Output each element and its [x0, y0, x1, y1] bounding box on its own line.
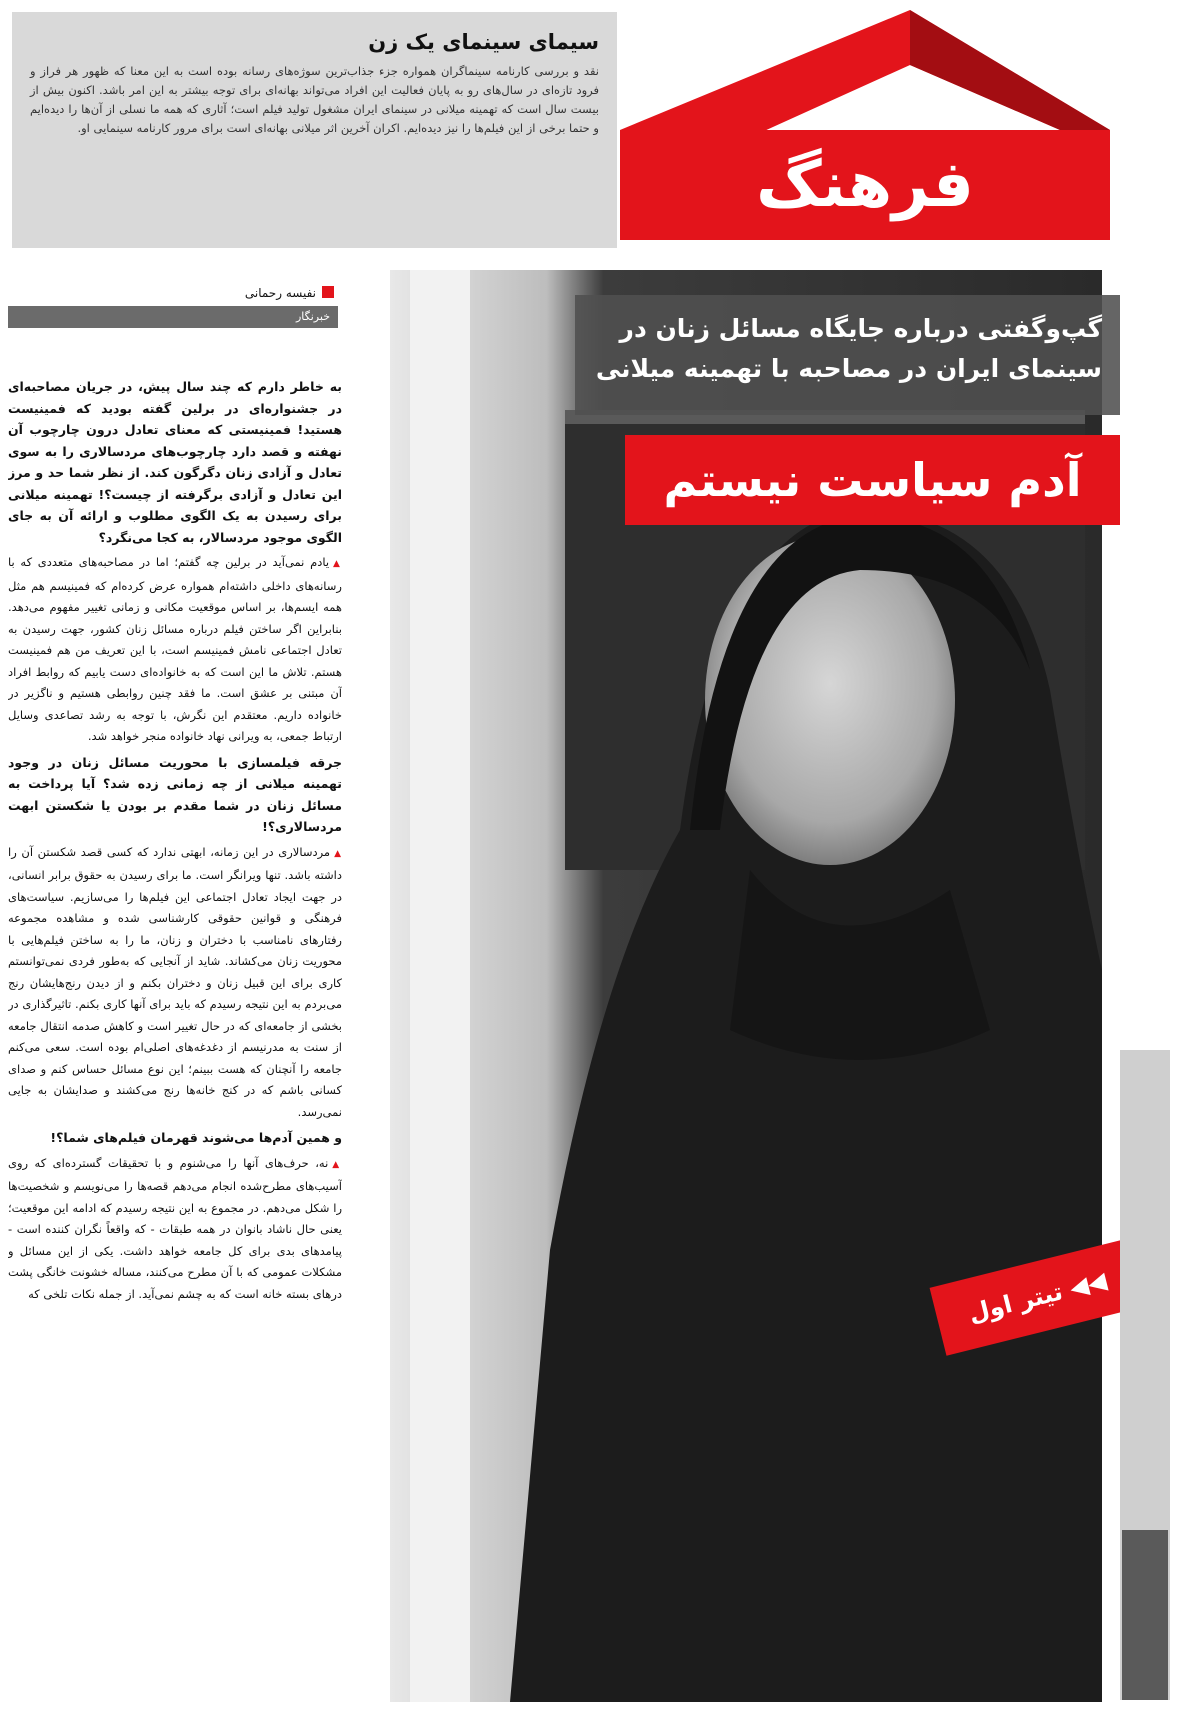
interview-answer: ▲ نه، حرف‌های آنها را می‌شنوم و با تحقیقات گسترده‌ای که روی آسیب‌های مطرح‌شده انجام می‌دهم قصه‌ها را می‌نویسم و شخصیت‌ها را شکل می‌دهم. در مجموع به این نتیجه رسیدم که ادامه این موقعیت؛ یعنی حال ناشاد بانوان در همه طبقات - که واقعاً نگران کننده است - پیامدهای بدی برای کل جامعه خواهد داشت. یکی از این مسائل و مشکلات عمومی که با آن مطرح می‌کنند، مساله خشونت خانگی پشت درهای بسته خانه است که به چشم نمی‌آید. از جمله نکات تلخی که [8, 1153, 342, 1306]
article-headline: آدم سیاست نیستم [625, 435, 1120, 525]
byline [8, 286, 338, 328]
interview-column [8, 376, 342, 1706]
interview-answer: ▲ مردسالاری در این زمانه، ابهتی ندارد که کسی قصد شکستن آن را داشته باشد. تنها ویرانگر است. ما برای رسیدن به حقوق برابر انسانی، در جهت ایجاد تعادل اجتماعی این فیلم‌ها را می‌سازیم. سیاست‌های فرهنگی و قوانین حقوقی کارشناسی شده و مشاهده مجموعه رفتارهای نامناسب با دختران و زنان، ما را به ساختن فیلم‌هایی با محوریت زنان می‌کشاند. شاید از آنجایی که به‌طور فردی نمی‌توانستم کاری برای این قبیل زنان و دختران بکنم و از دیدن رنج‌هایشان رنج می‌بردم به این نتیجه رسیدم که باید برای آنها کاری بکنم. تاثیرگذاری در بخشی از جامعه‌ای که در حال تغییر است و کاهش صدمه انتقال جامعه از سنت به مدرنیسم از دغدغه‌های اصلی‌ام بوده است. سعی می‌کنم جامعه را آنچنان که هست ببینم؛ این نوع مسائل حساس کنم و صدای کسانی باشم که در کنج خانه‌ها رنج می‌کشند و صدایشان به جایی نمی‌رسد. [8, 842, 342, 1124]
interview-question: و همین آدم‌ها می‌شوند قهرمان فیلم‌های شما؟! [50, 1130, 342, 1145]
lead-story-label: تیتر اول [965, 1277, 1066, 1328]
teaser-body: نقد و بررسی کارنامه سینماگران همواره جزء جذاب‌ترین سوژه‌های رسانه بوده است به این معنا که ظهور هر فراز و فرود تازه‌ای در سال‌های رو به پایان فعالیت این افراد می‌تواند بهانه‌ای برای توجه بیشتر به این امر باشد. اکنون بیش از بیست سال است که تهمینه میلانی در سینمای ایران مشغول تولید فیلم است؛ آثاری که همه ما نسلی از آن‌ها را دیده‌ایم و حتما برخی از این فیلم‌ها را نیز دیده‌ایم. اکران آخرین اثر میلانی بهانه‌ای است برای مرور کارنامه سینمایی او. [30, 64, 599, 135]
teaser-title: سیمای سینمای یک زن [368, 30, 599, 54]
author-name: نفیسه رحمانی [8, 286, 338, 300]
teaser-box [12, 12, 617, 248]
double-arrow-icon: ◀◀ [1058, 1266, 1110, 1305]
page-spine-marker [1122, 1530, 1168, 1700]
interview-question: به خاطر دارم که چند سال پیش، در جریان مصاحبه‌ای در جشنواره‌ای در برلین گفته بودید که فمینیست هستید! فمینیستی که معنای تعادل درون چارچوب آن نهفته و قصد دارد چارچوب‌های مردسالاری را به سوی تعادل و آزادی زنان دگرگون کند. از نظر شما حد و مرز این تعادل و آزادی برگرفته از چیست؟! تهمینه میلانی برای رسیدن به یک الگوی مطلوب و ارائه آن به جای الگوی موجود مردسالار، به کجا می‌نگرد؟ [8, 379, 342, 545]
section-name: فرهنگ [756, 148, 974, 222]
author-role: خبرنگار [8, 306, 338, 328]
interview-question: جرقه فیلمسازی با محوریت مسائل زنان در وجود تهمینه میلانی از چه زمانی زده شد؟ آیا پرداخت به مسائل زنان در شما مقدم بر بودن یا شکستن ابهت مردسالاری؟! [8, 754, 342, 834]
interview-answer: ▲ یادم نمی‌آید در برلین چه گفتم؛ اما در مصاحبه‌های متعددی که با رسانه‌های داخلی داشته‌ام همواره عرض کرده‌ام که فمینیسم هم مثل همه ایسم‌ها، بر اساس موقعیت مکانی و زمانی تغییر مفهوم می‌دهد. بنابراین اگر ساختن فیلم درباره مسائل زنان کشور، جهت رسیدن به تعادل اجتماعی نامش فمینیسم است، با این تعریف من هم فمینیست هستم. تلاش ما این است که به خانواده‌ای دست یابیم که روابط افراد آن مبتنی بر عشق است. ما فقد چنین روابطی هستیم و ناگزیر در خانواده داریم. معتقدم این نگرش، با توجه به رشد تصاعدی وسایل ارتباط جمعی، به ویرانی نهاد خانواده منجر خواهد شد. [8, 552, 342, 748]
article-deck: گپ‌وگفتی درباره جایگاه مسائل زنان در سینمای ایران در مصاحبه با تهمینه میلانی [575, 295, 1120, 415]
section-logo [620, 10, 1110, 255]
